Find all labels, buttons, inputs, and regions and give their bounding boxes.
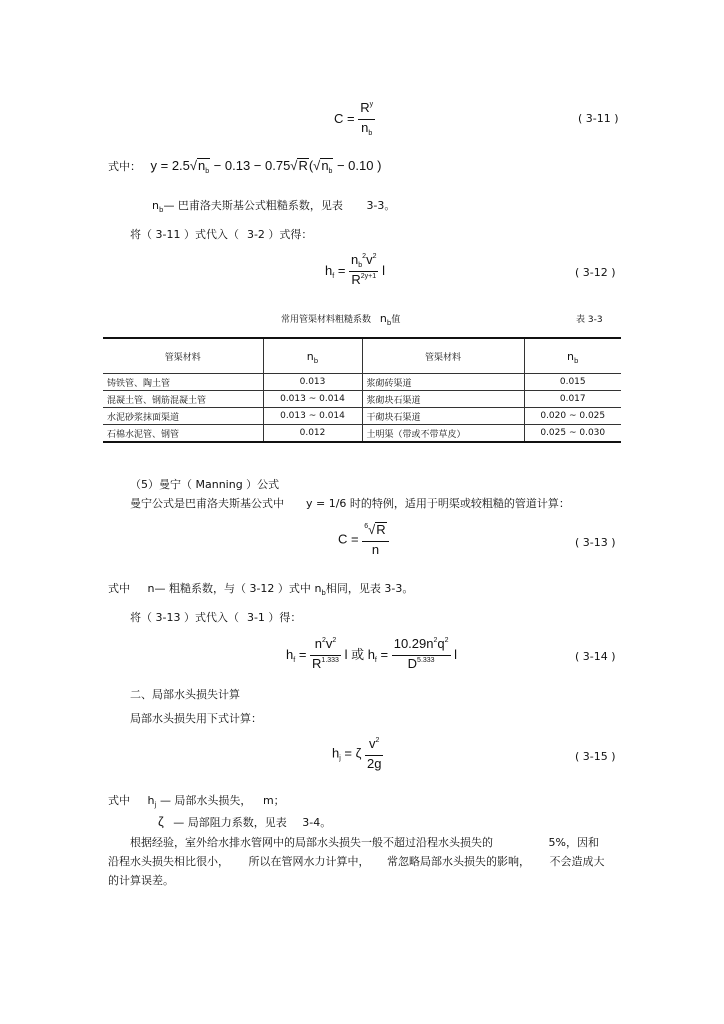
table-number: 表 3-3	[576, 315, 603, 325]
paragraph-line-3: 的计算误差。	[108, 874, 174, 887]
substitute-line-2: 将（ 3-13 ）式代入（ 3-1 ）得：	[130, 611, 302, 624]
equation-number: ( 3-13 )	[575, 536, 616, 549]
table-row: 石棉水泥管、钢管 0.012 土明渠（带或不带草皮） 0.025 ~ 0.030	[103, 425, 621, 443]
paragraph-line-2: 沿程水头损失相比很小， 所以在管网水力计算中， 常忽略局部水头损失的影响， 不会造成大	[108, 855, 605, 868]
eq-fraction: $\frac{R^y}{n_b}$	[360, 100, 374, 137]
equation-3-15: $h_j = \zeta$ $\frac{v^2}{2g}$	[332, 736, 382, 771]
header-n-2: $n_b$	[524, 338, 621, 374]
table-row: 铸铁管、陶土管 0.013 浆砌砖渠道 0.015	[103, 374, 621, 391]
table-caption: 常用管渠材料粗糙系数 $n_b$值	[281, 312, 401, 327]
equation-3-14: $h_f$ = $\frac{n^2v^2}{R^{1.333}}$ l 或 $h_f$ = $\frac{10.29n^2q^2}{D^{5.333}}$ l	[286, 636, 458, 671]
nb-definition: $n_b—$ 巴甫洛夫斯基公式粗糙系数，见表 3-3。	[152, 199, 396, 214]
section-title: 二、局部水头损失计算	[130, 688, 240, 701]
roughness-table	[103, 337, 621, 443]
manning-title: （5）曼宁（ Manning ）公式	[130, 478, 280, 491]
n-definition: 式中 n— 粗糙系数，与（ 3-12 ）式中 $n_b$相同，见表 3-3。	[108, 582, 414, 597]
table-row: 混凝土管、钢筋混凝土管 0.013 ~ 0.014 浆砌块石渠道 0.017	[103, 391, 621, 408]
eq-lhs: C =	[334, 110, 355, 126]
equation-number: ( 3-11 )	[578, 112, 619, 125]
equation-number: ( 3-14 )	[575, 650, 616, 663]
header-material-2: 管渠材料	[362, 338, 524, 374]
header-n-1: $n_b$	[263, 338, 362, 374]
paragraph-line-1: 根据经验，室外给水排水管网中的局部水头损失一般不超过沿程水头损失的 5%，因和	[130, 836, 599, 849]
equation-number: ( 3-12 )	[575, 266, 616, 279]
table-row: 水泥砂浆抹面渠道 0.013 ~ 0.014 干砌块石渠道 0.020 ~ 0.025	[103, 408, 621, 425]
hj-definition: 式中 $h_j$ — 局部水头损失， m；	[108, 794, 285, 809]
section-description: 局部水头损失用下式计算：	[130, 712, 262, 725]
equation-3-12: $h_f$ = $\frac{n_b^2v^2}{R^{2y+1}}$ l	[325, 252, 385, 287]
substitute-line-1: 将（ 3-11 ）式代入（ 3-2 ）式得：	[130, 228, 313, 241]
equation-3-13: C = $\frac{^6√R}{n}$	[338, 522, 389, 558]
table-header-row	[103, 338, 621, 374]
zeta-definition: ζ — 局部阻力系数，见表 3-4。	[158, 814, 332, 829]
equation-3-11	[334, 100, 375, 139]
header-material-1: 管渠材料	[103, 338, 263, 374]
where-y-line: 式中： $y = 2.5√n_b - 0.13 - 0.75√R(√n_b - 0.10$ )	[108, 158, 382, 175]
equation-number: ( 3-15 )	[575, 750, 616, 763]
manning-description: 曼宁公式是巴甫洛夫斯基公式中 y = 1/6 时的特例，适用于明渠或较粗糙的管道计算：	[130, 497, 570, 510]
